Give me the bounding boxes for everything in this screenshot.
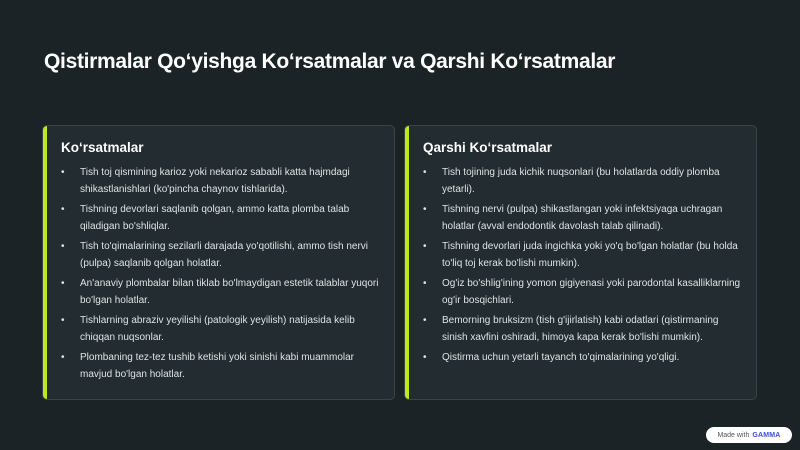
bullet-icon: • (61, 204, 65, 215)
list-item (421, 275, 744, 309)
list-item-text: Og'iz bo'shlig'ining yomon gigiyenasi yoki parodontal kasalliklarning og'ir bosqichlari. (442, 278, 741, 306)
bullet-icon: • (423, 241, 427, 252)
list-item (59, 312, 382, 346)
list-item (59, 201, 382, 235)
list-item (59, 349, 382, 383)
bullet-icon: • (423, 352, 427, 363)
bullet-icon: • (61, 278, 65, 289)
indications-heading: Ko‘rsatmalar (61, 140, 144, 155)
indications-card (42, 125, 395, 400)
bullet-icon: • (423, 204, 427, 215)
list-item-text: Plombaning tez-tez tushib ketishi yoki sinishi kabi muammolar mavjud bo'lgan holatlar. (80, 352, 355, 380)
indications-list (59, 164, 382, 386)
list-item (421, 201, 744, 235)
list-item-text: An'anaviy plombalar bilan tiklab bo'lmaydigan estetik talablar yuqori bo'lgan holatlar. (80, 278, 379, 306)
list-item-text: Tishning devorlari juda ingichka yoki yo'q bo'lgan holatlar (bu holda to'liq toj kerak bo'lishi mumkin). (442, 241, 738, 269)
list-item-text: Tish to'qimalarining sezilarli darajada yo'qotilishi, ammo tish nervi (pulpa) saqlanib qolgan holatlar. (80, 241, 369, 269)
list-item (59, 275, 382, 309)
bullet-icon: • (61, 241, 65, 252)
list-item (421, 312, 744, 346)
list-item (421, 349, 744, 366)
list-item-text: Tish tojining juda kichik nuqsonlari (bu holatlarda oddiy plomba yetarli). (442, 167, 720, 195)
bullet-icon: • (61, 352, 65, 363)
contraindications-list (421, 164, 744, 369)
badge-prefix: Made with (717, 431, 750, 439)
list-item-text: Tishning nervi (pulpa) shikastlangan yoki infektsiyaga uchragan holatlar (avval endodontik davolash talab qilinadi). (442, 204, 723, 232)
contraindications-heading: Qarshi Ko‘rsatmalar (423, 140, 553, 155)
bullet-icon: • (61, 315, 65, 326)
list-item-text: Qistirma uchun yetarli tayanch to'qimalarining yo'qligi. (442, 352, 680, 363)
bullet-icon: • (423, 278, 427, 289)
list-item-text: Tishlarning abraziv yeyilishi (patologik yeyilish) natijasida kelib chiqqan nuqsonlar. (80, 315, 355, 343)
made-with-gamma-badge[interactable] (706, 427, 792, 443)
bullet-icon: • (423, 167, 427, 178)
card-accent-bar (43, 126, 47, 399)
list-item (59, 164, 382, 198)
list-item (421, 238, 744, 272)
list-item-text: Bemorning bruksizm (tish g'ijirlatish) kabi odatlari (qistirmaning sinish xavfini oshiradi, himoya kapa kerak bo'lishi mumkin). (442, 315, 719, 343)
list-item (421, 164, 744, 198)
gamma-logo: GAMMA (752, 431, 781, 439)
bullet-icon: • (61, 167, 65, 178)
list-item (59, 238, 382, 272)
slide-title: Qistirmalar Qo‘yishga Ko‘rsatmalar va Qarshi Ko‘rsatmalar (44, 50, 616, 73)
list-item-text: Tish toj qismining karioz yoki nekarioz sababli katta hajmdagi shikastlanishlari (ko'pincha chaynov tishlarida). (80, 167, 350, 195)
contraindications-card (404, 125, 757, 400)
list-item-text: Tishning devorlari saqlanib qolgan, ammo katta plomba talab qiladigan bo'shliqlar. (80, 204, 350, 232)
card-accent-bar (405, 126, 409, 399)
bullet-icon: • (423, 315, 427, 326)
